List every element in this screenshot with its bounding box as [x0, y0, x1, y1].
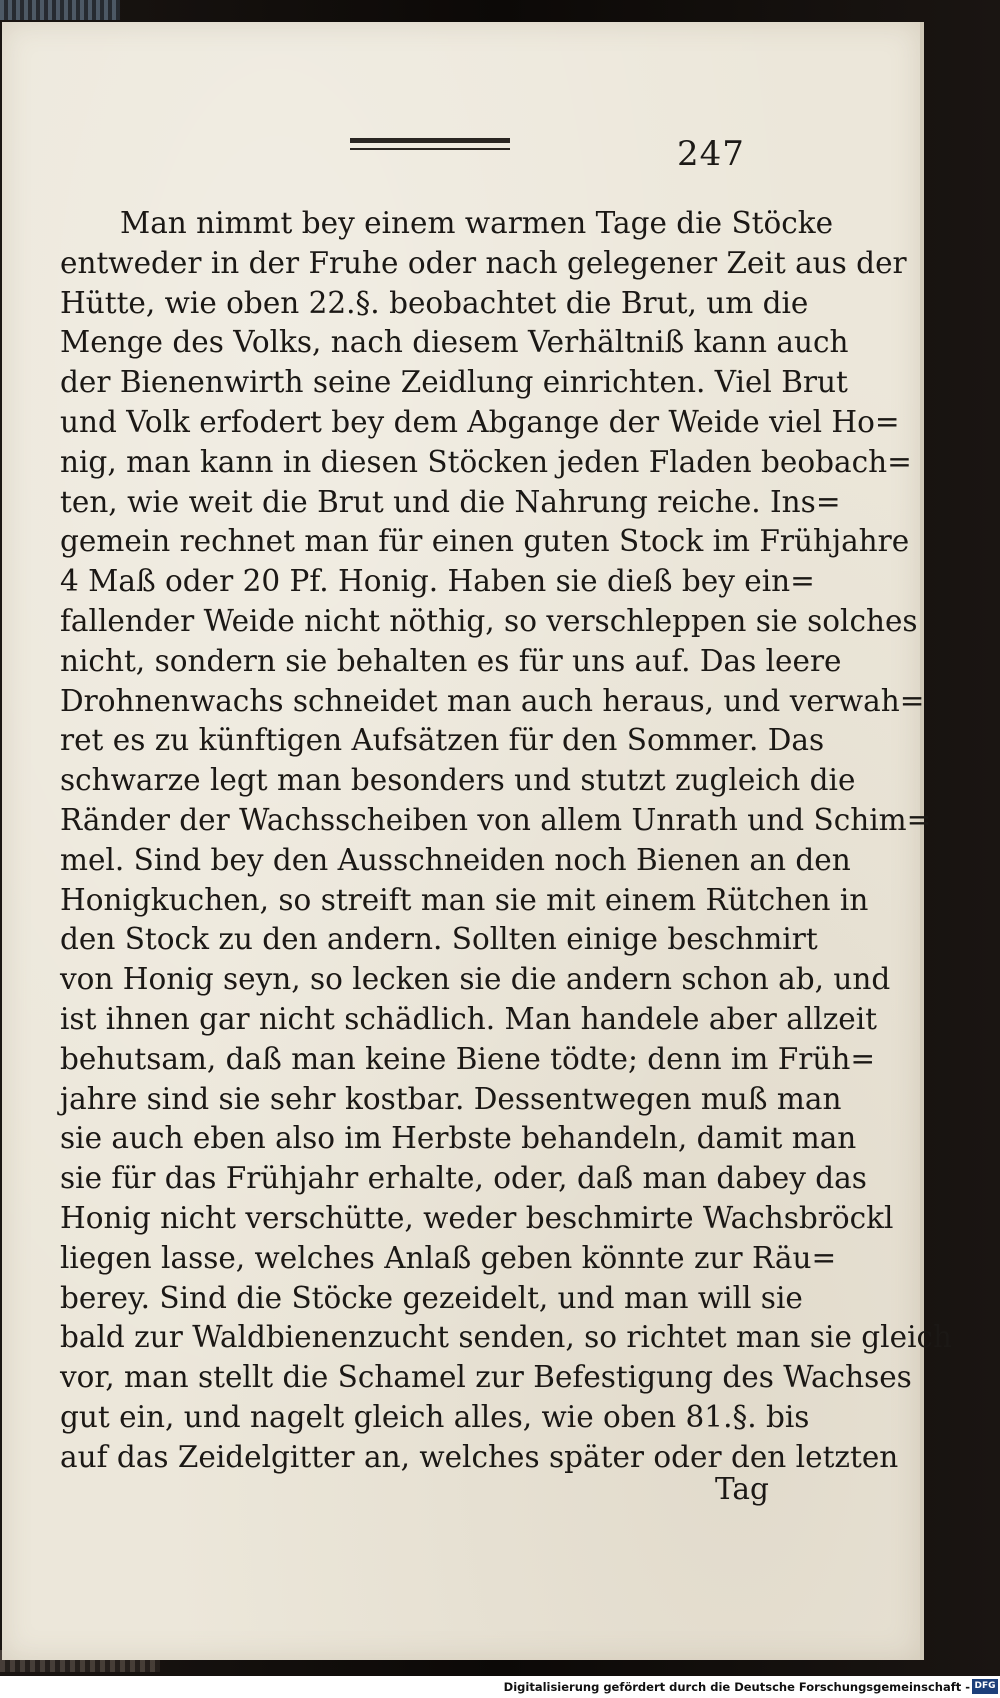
- text-line: und Volk erfodert bey dem Abgange der Weide viel Ho=: [60, 404, 900, 439]
- text-line: nig, man kann in diesen Stöcken jeden Fladen beobach=: [60, 444, 912, 479]
- text-line: jahre sind sie sehr kostbar. Dessentwegen muß man: [60, 1081, 842, 1116]
- text-line: den Stock zu den andern. Sollten einige beschmirt: [60, 922, 818, 957]
- text-line: Drohnenwachs schneidet man auch heraus, und verwah=: [60, 683, 925, 718]
- text-line: fallender Weide nicht nöthig, so verschleppen sie solches: [60, 603, 918, 638]
- text-line: Ränder der Wachsscheiben von allem Unrath und Schim=: [60, 802, 932, 837]
- text-line: von Honig seyn, so lecken sie die andern schon ab, und: [60, 962, 891, 997]
- text-line: 4 Maß oder 20 Pf. Honig. Haben sie dieß bey ein=: [60, 564, 815, 599]
- book-page: [2, 22, 953, 1660]
- text-line: berey. Sind die Stöcke gezeidelt, und man will sie: [60, 1280, 803, 1315]
- text-line: vor, man stellt die Schamel zur Befestigung des Wachses: [60, 1360, 912, 1395]
- text-line: ist ihnen gar nicht schädlich. Man handele aber allzeit: [60, 1001, 878, 1036]
- text-line: Honig nicht verschütte, weder beschmirte Wachsbröckl: [60, 1200, 894, 1235]
- dfg-logo: DFG: [972, 1679, 998, 1694]
- text-line: Man nimmt bey einem warmen Tage die Stöcke: [120, 206, 834, 240]
- funding-credit: Digitalisierung gefördert durch die Deutsche Forschungsgemeinschaft -: [503, 1680, 970, 1694]
- text-line: entweder in der Fruhe oder nach gelegener Zeit aus der: [60, 245, 907, 280]
- header-rule-thin: [350, 148, 510, 150]
- page-number: 247: [677, 134, 745, 174]
- text-line: nicht, sondern sie behalten es für uns auf. Das leere: [60, 643, 842, 678]
- text-line: schwarze legt man besonders und stutzt zugleich die: [60, 763, 856, 798]
- text-line: auf das Zeidelgitter an, welches später oder den letzten: [60, 1439, 899, 1474]
- text-line: sie auch eben also im Herbste behandeln, damit man: [60, 1121, 857, 1156]
- header-rule-thick: [350, 138, 510, 143]
- text-line: gut ein, und nagelt gleich alles, wie oben 81.§. bis: [60, 1399, 810, 1434]
- text-line: behutsam, daß man keine Biene tödte; denn im Früh=: [60, 1041, 876, 1076]
- footer-bar: [0, 1676, 1000, 1698]
- text-line: Hütte, wie oben 22.§. beobachtet die Brut, um die: [60, 285, 809, 320]
- text-line: gemein rechnet man für einen guten Stock im Frühjahre: [60, 524, 910, 559]
- text-line: der Bienenwirth seine Zeidlung einrichten. Viel Brut: [60, 365, 848, 400]
- binding-edge-top: [0, 0, 120, 20]
- text-line: Menge des Volks, nach diesem Verhältniß kann auch: [60, 325, 849, 360]
- catchword: Tag: [715, 1472, 769, 1506]
- text-line: ret es zu künftigen Aufsätzen für den Sommer. Das: [60, 723, 825, 758]
- text-line: sie für das Frühjahr erhalte, oder, daß man dabey das: [60, 1161, 867, 1196]
- text-line: liegen lasse, welches Anlaß geben könnte zur Räu=: [60, 1240, 837, 1275]
- text-line: bald zur Waldbienenzucht senden, so richtet man sie gleich: [60, 1320, 953, 1355]
- text-line: ten, wie weit die Brut und die Nahrung reiche. Ins=: [60, 484, 841, 519]
- text-line: Honigkuchen, so streift man sie mit einem Rütchen in: [60, 882, 869, 917]
- body-text: [60, 204, 953, 1478]
- text-line: mel. Sind bey den Ausschneiden noch Bienen an den: [60, 842, 851, 877]
